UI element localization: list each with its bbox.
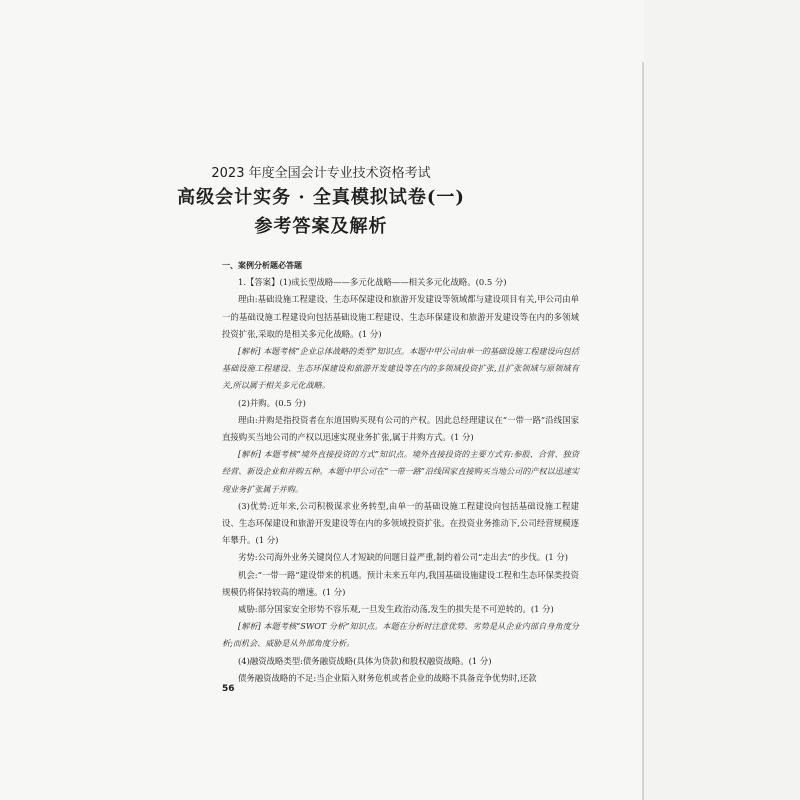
answer-paragraph: 债务融资战略的不足:当企业陷入财务危机或者企业的战略不具备竞争优势时,还款	[238, 672, 537, 683]
answer-paragraph: (3)优势:近年来,公司积极谋求业务转型,由单一的基础设施工程建设向包括基础设施工程建设、生态环保建设和旅游开发建设等在内的多领域投资扩张。在投资业务推动下,公司经营规模逐年攀升。(1 分)	[222, 500, 579, 546]
exam-title: 2023 年度全国会计专业技术资格考试	[211, 166, 431, 181]
answer-paragraph: 理由:基础设施工程建设、生态环保建设和旅游开发建设等领域都与建设项目有关,甲公司由单一的基础设施工程建设向包括基础设施工程建设、生态环保建设和旅游开发建设等在内的多领域投资扩张,采取的是相关多元化战略。(1 分)	[222, 294, 579, 339]
answer-paragraph: 1.【答案】(1)成长型战略——多元化战略——相关多元化战略。(0.5 分)	[238, 277, 507, 288]
answer-paragraph: (4)融资战略类型:债务融资战略(具体为贷款)和股权融资战略。(1 分)	[238, 655, 492, 666]
page-number: 56	[222, 684, 235, 694]
answer-body	[222, 257, 579, 687]
answer-subtitle: 参考答案及解析	[254, 216, 388, 237]
answer-paragraph: 威胁:部分国家安全形势不容乐观,一旦发生政治动荡,发生的损失是不可逆转的。(1 分)	[238, 604, 554, 615]
answer-paragraph: 理由:并购是指投资者在东道国购买现有公司的产权。因此总经理建议在“一带一路”沿线国家直接购买当地公司的产权以迅速实现业务扩张,属于并购方式。(1 分)	[222, 414, 579, 443]
answer-paragraph: 机会:“一带一路”建设带来的机遇。预计未来五年内,我国基础设施建设工程和生态环保类投资规模仍将保持较高的增速。(1 分)	[222, 569, 579, 597]
section-title: 一、案例分析题必答题	[222, 261, 302, 270]
answer-paragraph: 劣势:公司海外业务关键岗位人才短缺的问题日益严重,制约着公司“走出去”的步伐。(1 分)	[238, 552, 569, 563]
paper-title: 高级会计实务 · 全真模拟试卷(一)	[177, 187, 465, 208]
analysis-paragraph: [解析] 本题考核“境外直接投资的方式”知识点。境外直接投资的主要方式有:参股、合营、独资经营、新设企业和并购五种。本题中甲公司在“一带一路”沿线国家直接购买当地公司的产权以迅速实现业务扩张属于并购。	[222, 449, 579, 494]
analysis-paragraph: [解析] 本题考核“企业总体战略的类型”知识点。本题中甲公司由单一的基础设施工程建设向包括基础设施工程建设、生态环保建设和旅游开发建设等在内的多领域投资扩张,且扩张领域与原领域有关,所以属于相关多元化战略。	[222, 346, 579, 391]
facing-page-edge	[644, 0, 800, 800]
answer-paragraph: (2)并购。(0.5 分)	[238, 397, 306, 408]
page-fold-line	[642, 62, 644, 800]
answer-lines	[222, 274, 579, 687]
analysis-paragraph: [解析] 本题考核“SWOT 分析”知识点。本题在分析时注意优势、劣势是从企业内部自身角度分析;而机会、威胁是从外部角度分析。	[222, 621, 579, 649]
